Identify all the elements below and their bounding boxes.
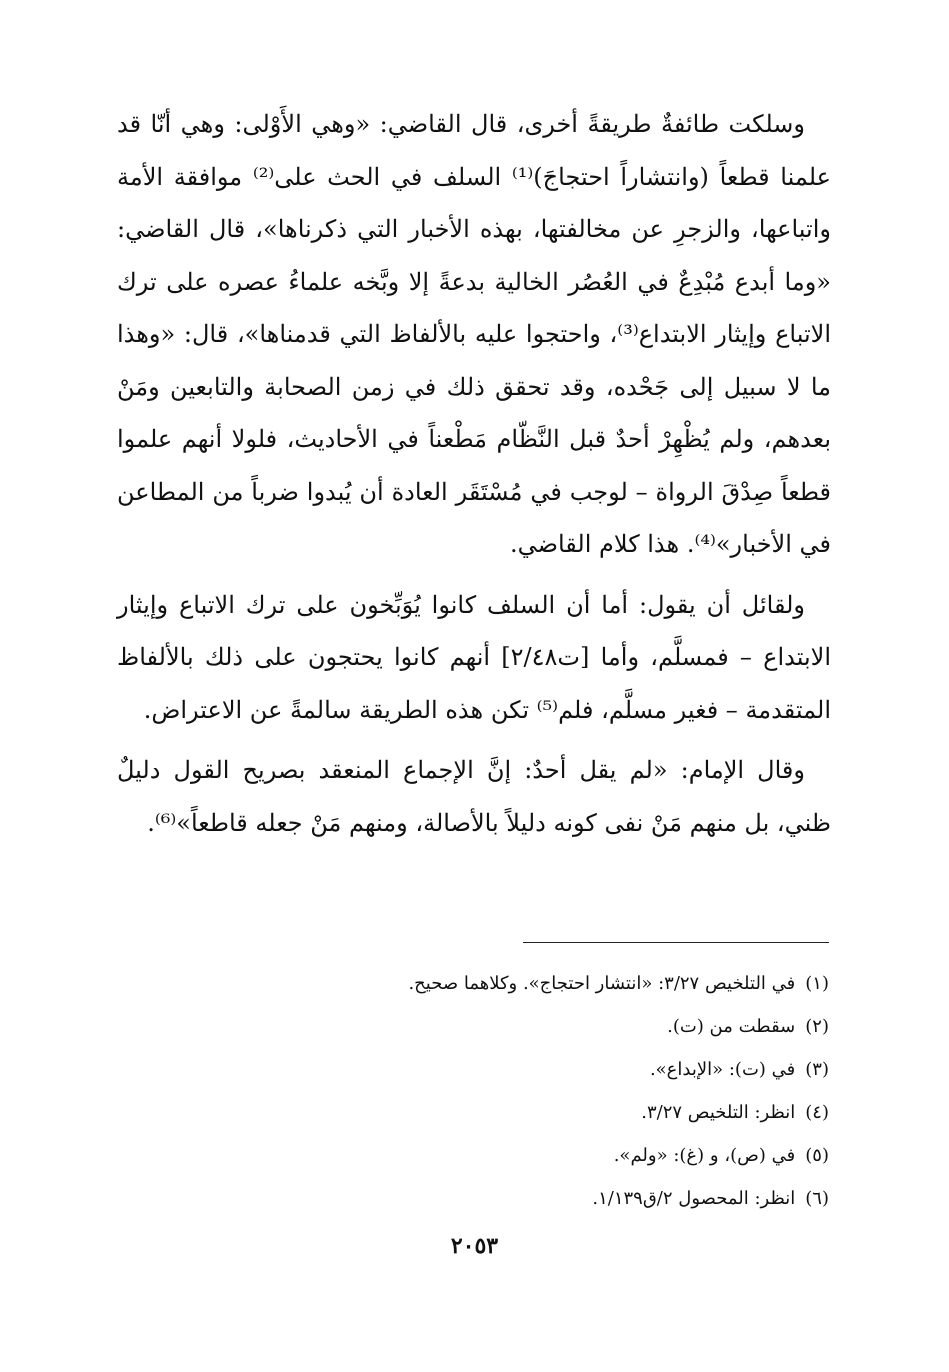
main-text bbox=[117, 98, 831, 857]
footnote-number: (٢) bbox=[805, 1016, 829, 1037]
footnotes-list bbox=[117, 962, 829, 1220]
footnote-text: انظر: المحصول ٢/ق١/١٣٩. bbox=[592, 1188, 796, 1209]
footnote-1 bbox=[117, 962, 829, 1005]
paragraph-1: وسلكت طائفةٌ طريقةً أخرى، قال القاضي: «وهي الأَوْلى: وهي أنّا قد علمنا قطعاً (وانتشاراً احتجاجَ)⁽¹⁾ السلف في الحث على⁽²⁾ موافقة الأمة واتباعها، والزجرِ عن مخالفتها، بهذه الأخبار التي ذكرناها»، قال القاضي: «وما أبدع مُبْدِعٌ في العُصُر الخالية بدعةً إلا وبَّخه علماءُ عصره على ترك الاتباع وإيثار الابتداع⁽³⁾، واحتجوا عليه بالألفاظ التي قدمناها»، قال: «وهذا ما لا سبيل إلى جَحْده، وقد تحقق ذلك في زمن الصحابة والتابعين ومَنْ بعدهم، ولم يُظْهِرْ أحدٌ قبل النَّظّام مَطْعناً في الأحاديث، فلولا أنهم علموا قطعاً صِدْقَ الرواة – لوجب في مُسْتَقَر العادة أن يُبدوا ضرباً من المطاعن في الأخبار»⁽⁴⁾. هذا كلام القاضي. bbox=[117, 110, 831, 558]
footnote-5 bbox=[117, 1134, 829, 1177]
paragraph-3: وقال الإمام: «لم يقل أحدٌ: إنَّ الإجماع المنعقد بصريح القول دليلٌ ظني، بل منهم مَنْ نفى كونه دليلاً بالأصالة، ومنهم مَنْ جعله قاطعاً»⁽⁶⁾. bbox=[117, 756, 831, 837]
footnote-3 bbox=[117, 1048, 829, 1091]
footnote-text: في (ت): «الإبداع». bbox=[649, 1059, 796, 1080]
footnote-number: (٣) bbox=[805, 1059, 829, 1080]
footnote-text: سقطت من (ت). bbox=[667, 1016, 796, 1037]
page-number: ٢٠٥٣ bbox=[450, 1233, 499, 1259]
footnote-2 bbox=[117, 1005, 829, 1048]
footnote-text: في التلخيص ٣/٢٧: «انتشار احتجاج». وكلاهما صحيح. bbox=[408, 973, 796, 994]
footnote-number: (٤) bbox=[805, 1102, 829, 1123]
paragraph-2: ولقائل أن يقول: أما أن السلف كانوا يُوَبِّخون على ترك الاتباع وإيثار الابتداع – فمسلَّم، وأما [ت٢/٤٨] أنهم كانوا يحتجون على ذلك بالألفاظ المتقدمة – فغير مسلَّم، فلم⁽⁵⁾ تكن هذه الطريقة سالمةً عن الاعتراض. bbox=[117, 590, 831, 724]
footnote-text: في (ص)، و (غ): «ولم». bbox=[613, 1145, 796, 1166]
footnote-6 bbox=[117, 1177, 829, 1220]
footnote-text: انظر: التلخيص ٣/٢٧. bbox=[641, 1102, 796, 1123]
footnote-4 bbox=[117, 1091, 829, 1134]
footnote-number: (٥) bbox=[805, 1145, 829, 1166]
footnote-number: (٦) bbox=[805, 1188, 829, 1209]
footnote-divider bbox=[523, 942, 829, 943]
footnote-number: (١) bbox=[805, 973, 829, 994]
